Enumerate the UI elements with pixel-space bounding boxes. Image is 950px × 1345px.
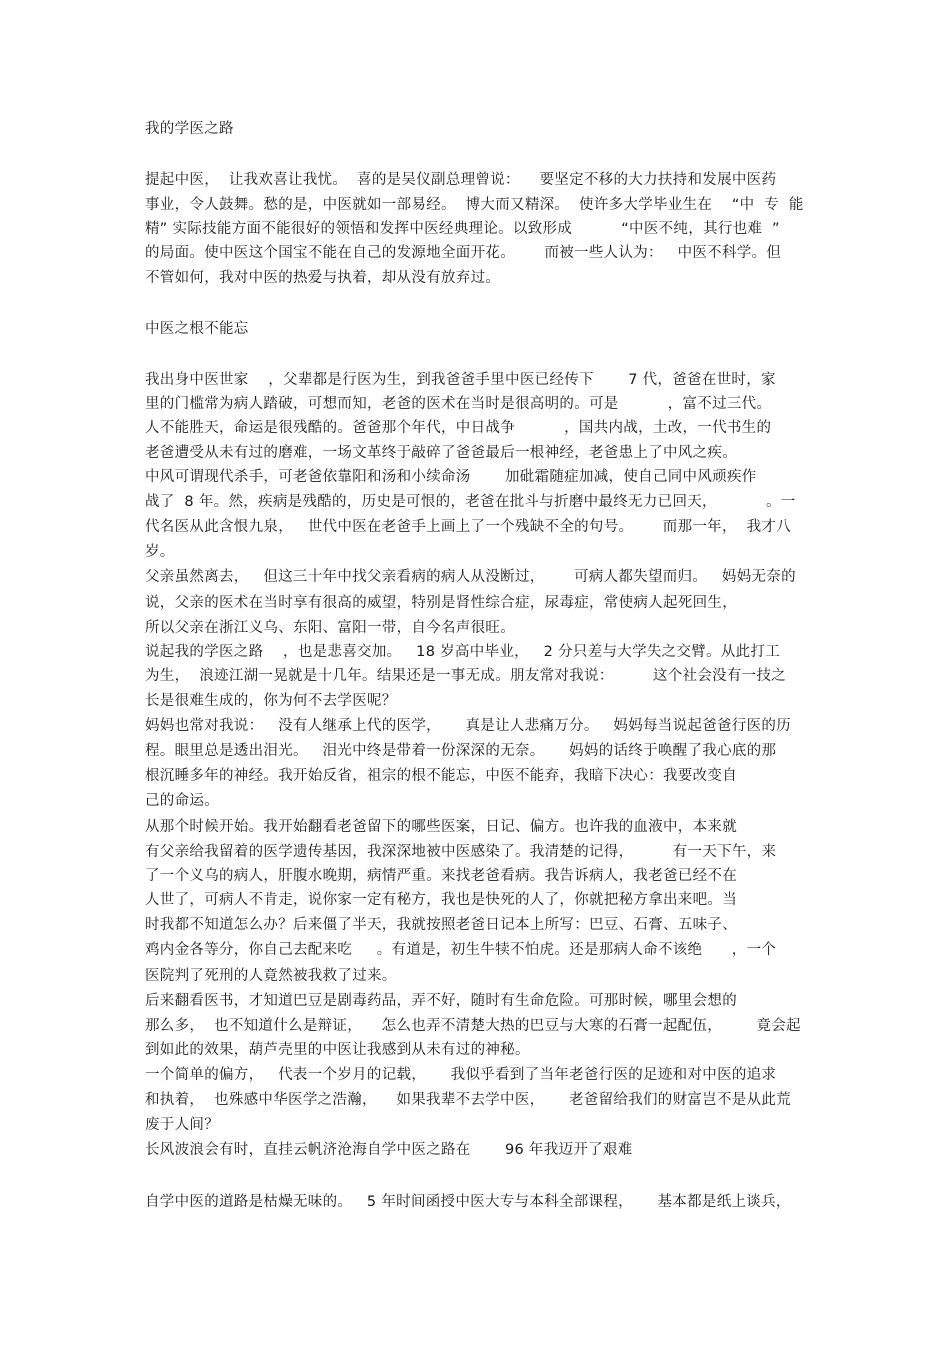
text-line: 根沉睡多年的神经。我开始反省，祖宗的根不能忘，中医不能弃，我暗下决心：我要改变自 [145, 768, 737, 784]
text-line: 废于人间？ [145, 1117, 219, 1133]
text-line: 时我都不知道怎么办？后来僵了半天，我就按照老爸日记本上所写：巴豆、石膏、五味子、 [145, 917, 737, 933]
text-line: 医院判了死刑的人竟然被我救了过来。 [145, 968, 397, 984]
document-title: 我的学医之路 [145, 121, 234, 137]
text-line: 战了 8 年。然，疾病是残酷的，历史是可恨的，老爸在批斗与折磨中最终无力已回天， 。一 [145, 494, 796, 510]
text-line: 妈妈也常对我说： 没有人继承上代的医学， 真是让人悲痛万分。 妈妈每当说起爸爸行医的历 [145, 718, 791, 734]
text-line: 人不能胜天，命运是很残酷的。爸爸那个年代，中日战争 ，国共内战，土改，一代书生的 [145, 420, 772, 436]
text-line: 和执着， 也殊感中华医学之浩瀚， 如果我辈不去学中医， 老爸留给我们的财富岂不是从此荒 [145, 1092, 791, 1108]
text-line: 父亲虽然离去， 但这三十年中找父亲看病的病人从没断过， 可病人都失望而归。 妈妈无奈的 [145, 569, 796, 585]
text-line: 程。眼里总是透出泪光。 泪光中终是带着一份深深的无奈。 妈妈的话终于唤醒了我心底的那 [145, 743, 777, 759]
text-line: 的局面。使中医这个国宝不能在自己的发源地全面开花。 而被一些人认为： 中医不科学。但 [145, 245, 782, 261]
text-line: 鸡内金各等分，你自己去配来吃 。有道是，初生牛犊不怕虎。还是那病人命不该绝 ，一个 [145, 942, 777, 958]
text-line: 自学中医的道路是枯燥无味的。 5 年时间函授中医大专与本科全部课程， 基本都是纸上谈兵， [145, 1194, 791, 1210]
section-heading: 中医之根不能忘 [145, 321, 249, 337]
text-line: 中风可谓现代杀手，可老爸依靠阳和汤和小续命汤 加砒霜随症加减，使自己同中风顽疾作 [145, 469, 757, 485]
text-line: 不管如何，我对中医的热爱与执着，却从没有放弃过。 [145, 270, 501, 286]
text-line: 精” 实际技能方面不能很好的领悟和发挥中医经典理论。以致形成 “中医不纯，其行也难 ” [145, 221, 780, 237]
text-line: 为生， 浪迹江湖一晃就是十几年。结果还是一事无成。朋友常对我说： 这个社会没有一技之 [145, 668, 787, 684]
text-line: 岁。 [145, 544, 175, 560]
text-line: 到如此的效果，葫芦壳里的中医让我感到从未有过的神秘。 [145, 1042, 530, 1058]
text-line: 长风波浪会有时，直挂云帆济沧海自学中医之路在 96 年我迈开了艰难 [145, 1142, 633, 1158]
text-line: 己的命运。 [145, 793, 219, 809]
text-line: 里的门槛常为病人踏破，可想而知，老爸的医术在当时是很高明的。可是 ，富不过三代。 [145, 396, 772, 412]
text-line: 人世了，可病人不肯走，说你家一定有秘方，我也是快死的人了，你就把秘方拿出来吧。当 [145, 892, 737, 908]
text-line: 长是很难生成的，你为何不去学医呢？ [145, 693, 397, 709]
text-line: 说起我的学医之路 ，也是悲喜交加。 18 岁高中毕业， 2 分只差与大学失之交臂。从此打工 [145, 644, 781, 660]
text-line: 代名医从此含恨九泉， 世代中医在老爸手上画上了一个残缺不全的句号。 而那一年， 我才八 [145, 519, 791, 535]
text-line: 有父亲给我留着的医学遗传基因，我深深地被中医感染了。我清楚的记得， 有一天下午，来 [145, 844, 777, 860]
text-line: 老爸遭受从未有过的磨难，一场文革终于敲碎了爸爸最后一根神经，老爸患上了中风之疾。 [145, 445, 737, 461]
text-line: 我出身中医世家 ，父辈都是行医为生，到我爸爸手里中医已经传下 7 代，爸爸在世时，家 [145, 372, 776, 388]
text-line: 提起中医， 让我欢喜让我忧。 喜的是吴仪副总理曾说： 要坚定不移的大力扶持和发展中医药 [145, 172, 777, 188]
text-line: 所以父亲在浙江义乌、东阳、富阳一带，自今名声很旺。 [145, 620, 515, 636]
text-line: 事业，令人鼓舞。愁的是，中医就如一部易经。 博大而又精深。 使许多大学毕业生在 “中 专 能 [145, 197, 804, 213]
text-line: 后来翻看医书，才知道巴豆是剧毒药品，弄不好，随时有生命危险。可那时候，哪里会想的 [145, 993, 737, 1009]
text-line: 一个简单的偏方， 代表一个岁月的记载， 我似乎看到了当年老爸行医的足迹和对中医的追求 [145, 1067, 777, 1083]
text-line: 说，父亲的医术在当时享有很高的威望，特别是肾性综合症，尿毒症，常使病人起死回生， [145, 595, 737, 611]
text-line: 从那个时候开始。我开始翻看老爸留下的哪些医案，日记、偏方。也许我的血液中，本来就 [145, 819, 737, 835]
text-line: 了一个义乌的病人，肝腹水晚期，病情严重。来找老爸看病。我告诉病人，我老爸已经不在 [145, 868, 737, 884]
text-line: 那么多， 也不知道什么是辩证， 怎么也弄不清楚大热的巴豆与大寒的石膏一起配伍， 竟会起 [145, 1018, 801, 1034]
